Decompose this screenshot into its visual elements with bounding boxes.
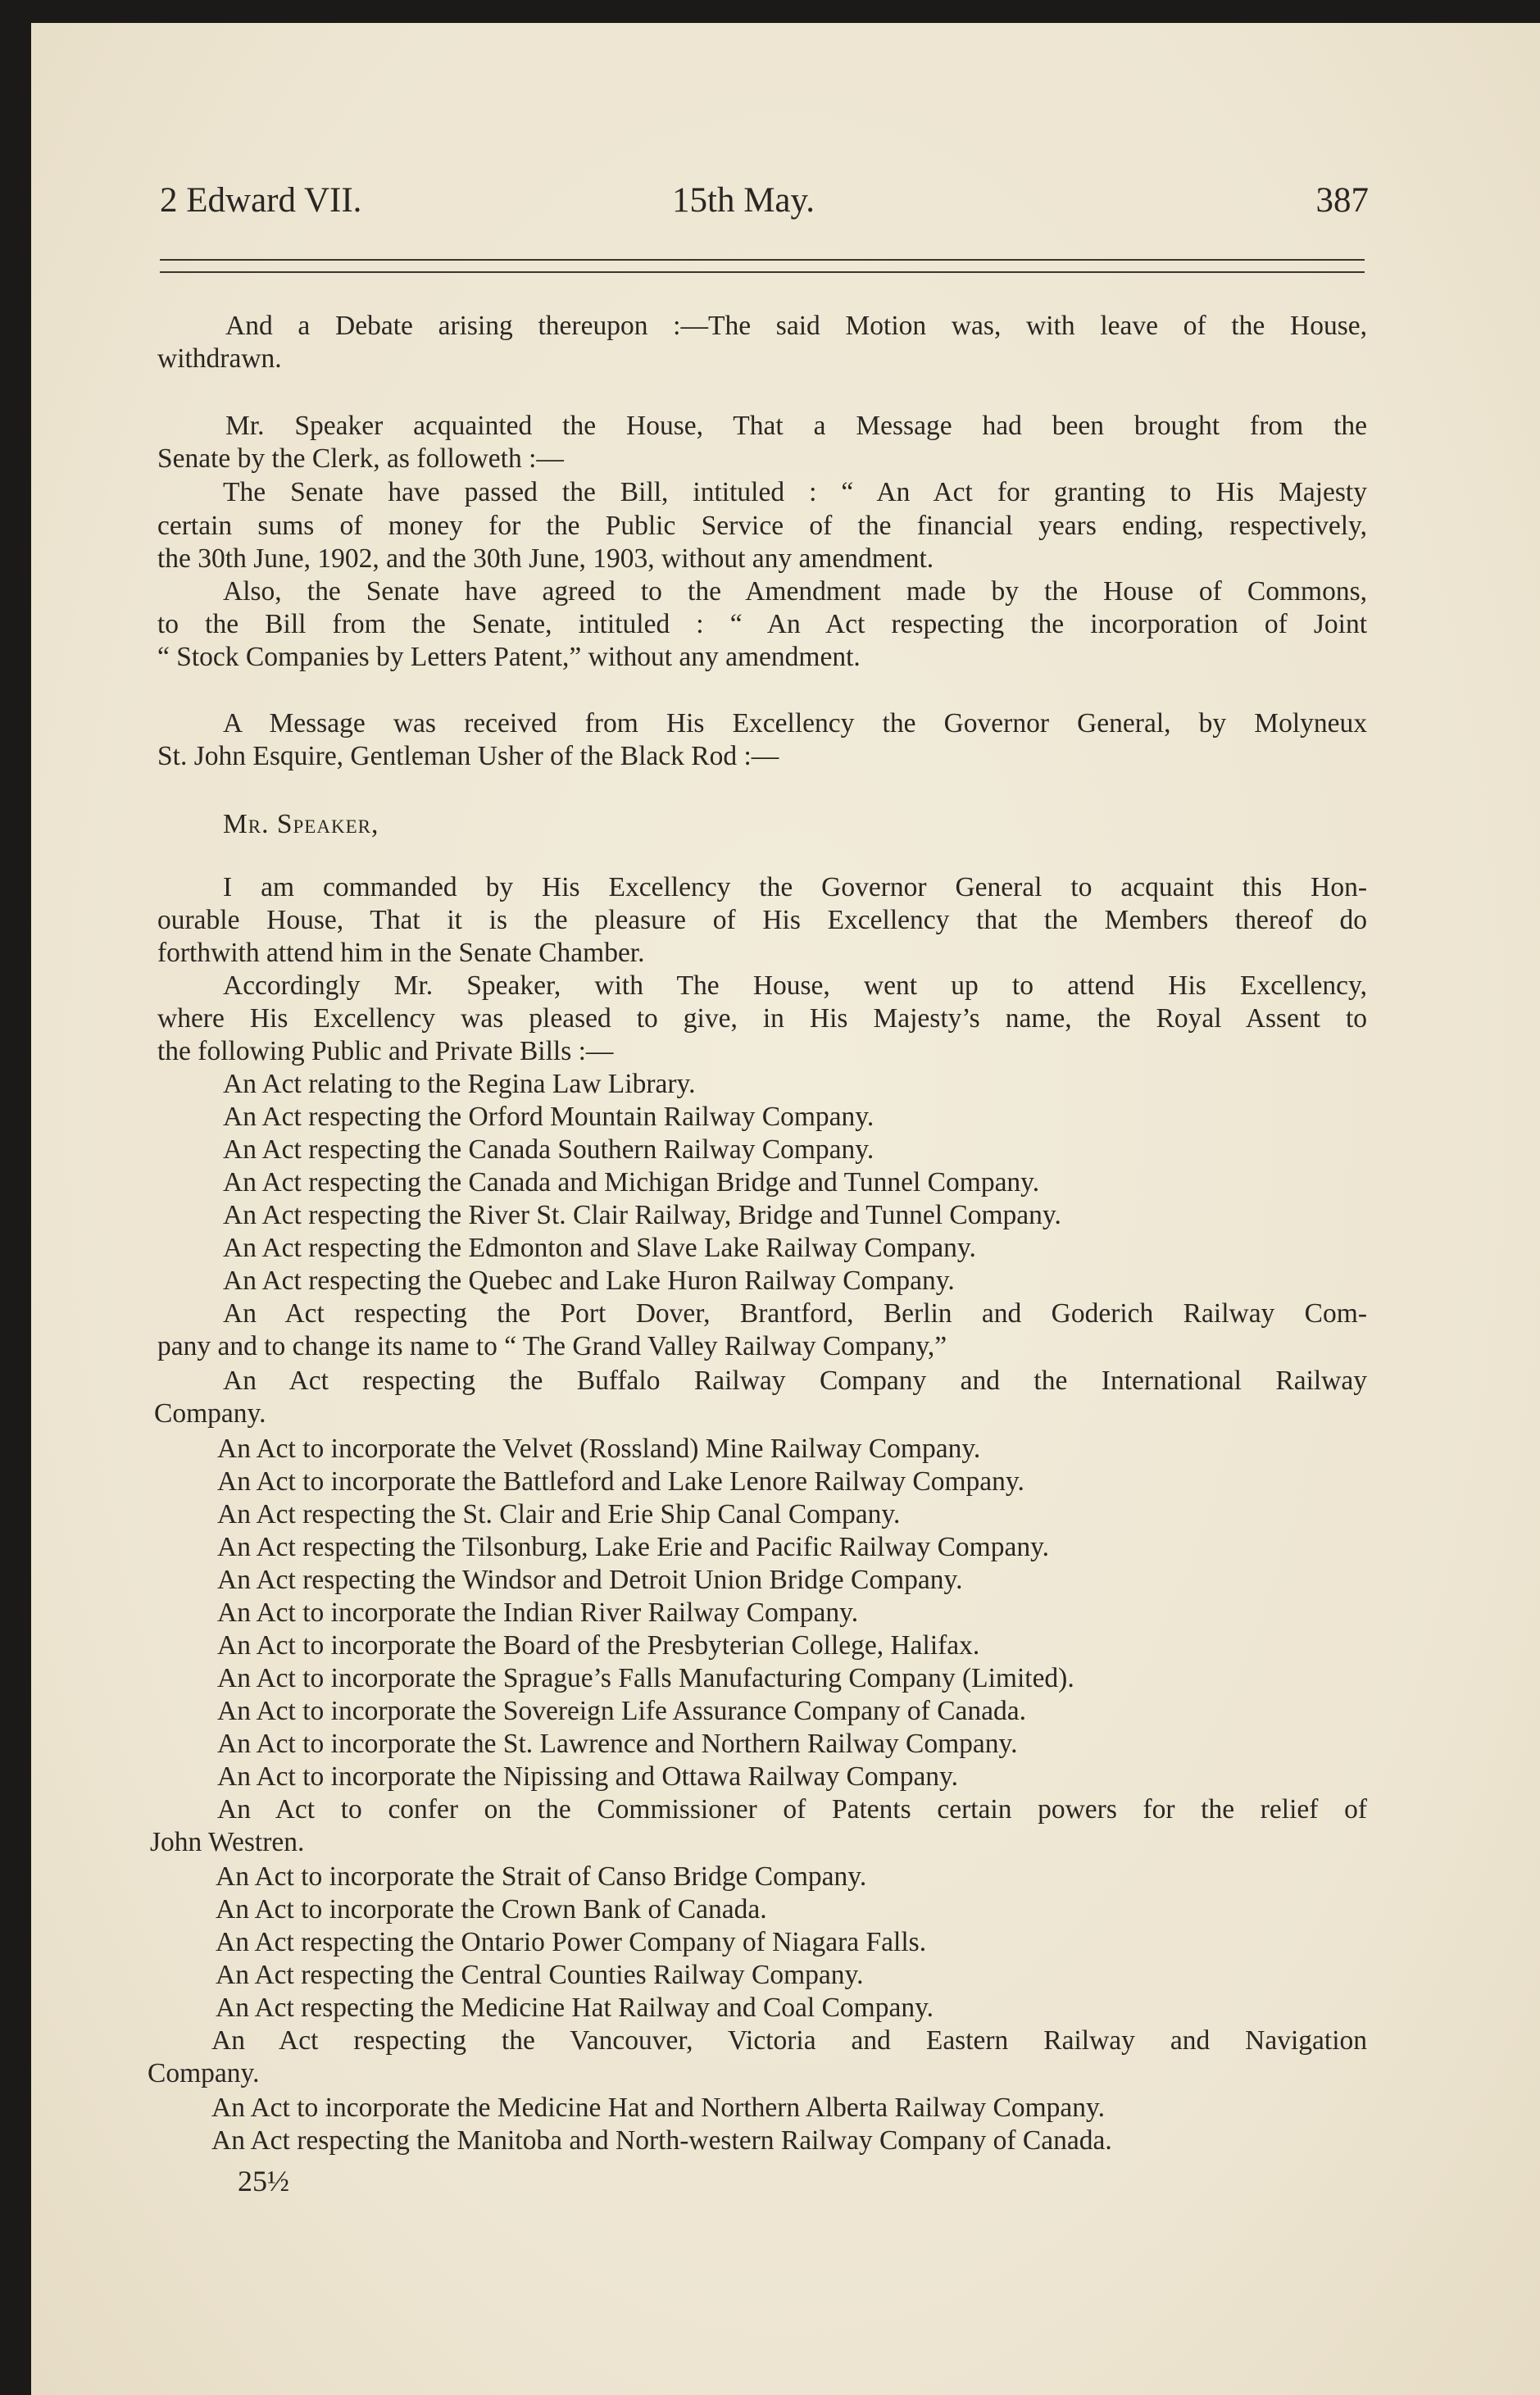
text-line: An Act respecting the Canada and Michigan Bridge and Tunnel Company. bbox=[223, 1167, 1040, 1198]
text-line: An Act to incorporate the Velvet (Rossland) Mine Railway Company. bbox=[217, 1434, 981, 1464]
text-line: The Senate have passed the Bill, intituled : “ An Act for granting to His Majesty bbox=[223, 477, 1367, 507]
text-line: Company. bbox=[154, 1398, 266, 1429]
text-line: certain sums of money for the Public Service of the financial years ending, respectively, bbox=[157, 511, 1367, 541]
session-date: 15th May. bbox=[672, 181, 815, 220]
header-rule-bottom bbox=[160, 271, 1365, 273]
text-line: An Act to incorporate the Nipissing and Ottawa Railway Company. bbox=[217, 1761, 959, 1792]
text-line: An Act respecting the Tilsonburg, Lake Erie and Pacific Railway Company. bbox=[217, 1532, 1050, 1562]
text-line: An Act respecting the Orford Mountain Railway Company. bbox=[223, 1102, 874, 1132]
text-line: withdrawn. bbox=[157, 343, 282, 374]
address-salutation: Mr. Speaker, bbox=[223, 809, 379, 839]
text-line: An Act to incorporate the Battleford and Lake Lenore Railway Company. bbox=[217, 1466, 1024, 1497]
text-line: Mr. Speaker acquainted the House, That a Message had been brought from the bbox=[225, 411, 1367, 441]
text-line: A Message was received from His Excellency the Governor General, by Molyneux bbox=[223, 708, 1367, 738]
text-line: the following Public and Private Bills :— bbox=[157, 1036, 614, 1066]
text-line: An Act respecting the Medicine Hat Railway and Coal Company. bbox=[216, 1993, 934, 2023]
text-line: An Act respecting the Manitoba and North-western Railway Company of Canada. bbox=[211, 2125, 1112, 2156]
text-line: An Act to incorporate the Strait of Canso Bridge Company. bbox=[216, 1861, 867, 1892]
text-line: An Act respecting the Port Dover, Brantford, Berlin and Goderich Railway Com- bbox=[223, 1298, 1367, 1329]
text-line: An Act respecting the Edmonton and Slave Lake Railway Company. bbox=[223, 1233, 976, 1263]
text-line: An Act to confer on the Commissioner of Patents certain powers for the relief of bbox=[217, 1794, 1367, 1825]
text-line: pany and to change its name to “ The Grand Valley Railway Company,” bbox=[157, 1331, 947, 1361]
text-line: An Act to incorporate the Board of the Presbyterian College, Halifax. bbox=[217, 1630, 980, 1661]
text-line: ourable House, That it is the pleasure of His Excellency that the Members thereof do bbox=[157, 905, 1367, 935]
text-line: An Act respecting the River St. Clair Railway, Bridge and Tunnel Company. bbox=[223, 1200, 1061, 1230]
page-number: 387 bbox=[1315, 181, 1369, 220]
text-line: An Act respecting the Central Counties Railway Company. bbox=[216, 1960, 864, 1990]
text-line: An Act to incorporate the Crown Bank of Canada. bbox=[216, 1894, 767, 1925]
text-line: Also, the Senate have agreed to the Amendment made by the House of Commons, bbox=[223, 576, 1367, 607]
text-line: An Act respecting the Vancouver, Victoria and Eastern Railway and Navigation bbox=[211, 2025, 1367, 2056]
text-line: Accordingly Mr. Speaker, with The House, went up to attend His Excellency, bbox=[223, 970, 1367, 1001]
text-line: An Act respecting the Quebec and Lake Huron Railway Company. bbox=[223, 1266, 955, 1296]
text-line: Company. bbox=[148, 2058, 260, 2088]
text-line: the 30th June, 1902, and the 30th June, 1903, without any amendment. bbox=[157, 543, 934, 574]
signature-mark: 25½ bbox=[238, 2165, 289, 2197]
text-line: forthwith attend him in the Senate Chamber. bbox=[157, 938, 645, 968]
text-line: An Act relating to the Regina Law Library. bbox=[223, 1069, 696, 1099]
text-line: where His Excellency was pleased to give, in His Majesty’s name, the Royal Assent to bbox=[157, 1003, 1367, 1034]
text-line: An Act respecting the Canada Southern Railway Company. bbox=[223, 1134, 874, 1165]
text-line: Senate by the Clerk, as followeth :— bbox=[157, 443, 564, 474]
text-line: An Act respecting the Buffalo Railway Company and the International Railway bbox=[223, 1366, 1367, 1396]
text-line: An Act respecting the Windsor and Detroit Union Bridge Company. bbox=[217, 1565, 963, 1595]
text-line: to the Bill from the Senate, intituled : “ An Act respecting the incorporation of Joint bbox=[157, 609, 1367, 639]
text-line: An Act respecting the St. Clair and Erie Ship Canal Company. bbox=[217, 1499, 901, 1529]
text-line: An Act to incorporate the St. Lawrence and Northern Railway Company. bbox=[217, 1729, 1018, 1759]
text-line: An Act to incorporate the Sprague’s Falls Manufacturing Company (Limited). bbox=[217, 1663, 1074, 1693]
text-line: And a Debate arising thereupon :—The said Motion was, with leave of the House, bbox=[225, 311, 1367, 341]
text-line: An Act to incorporate the Indian River Railway Company. bbox=[217, 1597, 859, 1628]
header-rule-top bbox=[160, 259, 1365, 261]
text-line: An Act respecting the Ontario Power Company of Niagara Falls. bbox=[216, 1927, 927, 1957]
running-header bbox=[160, 180, 1369, 230]
text-line: John Westren. bbox=[150, 1827, 305, 1857]
text-line: I am commanded by His Excellency the Governor General to acquaint this Hon- bbox=[223, 872, 1367, 902]
text-line: “ Stock Companies by Letters Patent,” without any amendment. bbox=[157, 642, 861, 672]
text-line: St. John Esquire, Gentleman Usher of the Black Rod :— bbox=[157, 741, 779, 771]
text-line: An Act to incorporate the Sovereign Life Assurance Company of Canada. bbox=[217, 1696, 1027, 1726]
regnal-year: 2 Edward VII. bbox=[160, 181, 362, 220]
text-line: An Act to incorporate the Medicine Hat and Northern Alberta Railway Company. bbox=[211, 2093, 1105, 2123]
